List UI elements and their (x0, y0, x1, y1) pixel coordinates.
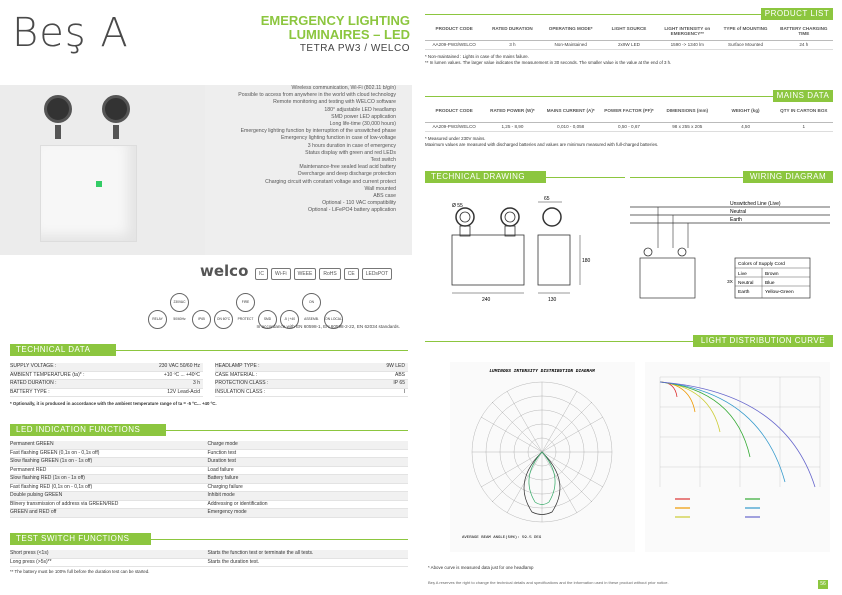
product-photo (0, 85, 205, 255)
table-cell: 3 h (509, 42, 516, 47)
column-header: WEIGHT (kg) (731, 108, 760, 113)
title-line-2: LUMINAIRES – LED (288, 27, 410, 42)
cord-table-title: Colors of Supply Cord (738, 262, 785, 267)
technical-data-section (10, 344, 408, 407)
kv-key: Long press (>5s)** (10, 558, 52, 565)
kv-row (10, 450, 408, 459)
feature-item: SMD power LED application (331, 113, 396, 120)
kv-value: +10 ºC ... +40ºC (163, 371, 200, 378)
table-cell: 0,50 - 0,67 (618, 124, 640, 129)
badge-icon: -5 | +40 (280, 310, 299, 329)
led-functions-table (10, 441, 408, 518)
headlamp-right (102, 95, 130, 123)
kv-key: INSULATION CLASS : (215, 388, 266, 395)
column-header: OPERATING MODE* (548, 26, 593, 31)
feature-item: 180° adjustable LED headlamp (324, 106, 396, 113)
led-functions-heading: LED INDICATION FUNCTIONS (10, 424, 166, 436)
kv-row (10, 363, 203, 372)
column-header: LIGHT INTENSITY on EMERGENCY** (664, 26, 711, 36)
table-cell: 1 (802, 124, 806, 129)
kv-value: IP 65 (393, 380, 405, 386)
kv-key: Permanent RED (10, 466, 47, 473)
isolux-diagram (645, 362, 830, 552)
feature-item: Charging circuit with constant voltage and current protect (265, 178, 396, 185)
table-cell: 4,50 (741, 124, 751, 129)
note-line: Maximum values are measured with discharged batteries and values are minimum measured with full-charged batteries. (425, 142, 659, 147)
feature-item: Wall mounted (364, 185, 396, 192)
kv-row (10, 380, 203, 389)
kv-key: Permanent GREEN (10, 441, 54, 447)
column-header: PRODUCT CODE (435, 26, 473, 31)
badge-icon: ON 60°C (214, 310, 233, 329)
kv-value: I (403, 388, 405, 395)
wire-live: Unswitched Line (Live) (730, 201, 781, 207)
lamp-stem-left (55, 125, 61, 139)
column-header: QTY IN CARTON BOX (780, 108, 828, 113)
column-header: PRODUCT CODE (435, 108, 473, 113)
column-header: BATTERY CHARGING TIME (780, 26, 828, 36)
dim-height: 180 (582, 258, 591, 264)
cert-icon: IC (255, 268, 268, 280)
tech-data-left (10, 363, 203, 397)
kv-row (10, 550, 408, 559)
note-line: * Measured under 230V mains. (425, 136, 486, 141)
table-cell: 1,25 - 8,90 (501, 124, 524, 129)
tech-data-note: * Optionally, it is produced in accordance with the ambient temperature range of ta = -5 ºC... +40 ºC. (10, 401, 217, 406)
badge-icon: 230VAC 50/60Hz (170, 293, 189, 312)
product-table (425, 26, 833, 50)
kv-row (10, 559, 408, 568)
dim-width: 240 (482, 297, 491, 303)
kv-value: 3 h (193, 380, 200, 386)
kv-key: AMBIENT TEMPERATURE (ta)* : (10, 371, 85, 378)
led-functions-section (10, 424, 408, 518)
test-switch-table (10, 550, 408, 567)
kv-row (10, 372, 203, 381)
note-line: * Non-maintained : Lights in case of the mains failure. (425, 54, 529, 59)
cert-icon: CE (344, 268, 359, 280)
kv-value: Charging failure (207, 483, 243, 490)
brand-logo: Beş A (12, 10, 129, 56)
product-notes (425, 54, 833, 66)
column-header: POWER FACTOR (PF)* (604, 108, 654, 113)
light-distribution-section (425, 335, 833, 347)
product-list-section (425, 8, 833, 66)
page-title (215, 14, 410, 42)
kv-key: GREEN and RED off (10, 509, 57, 515)
kv-value: Charge mode (207, 441, 238, 447)
kv-value: Battery failure (207, 475, 239, 481)
footer-text: Beş A reserves the right to change the technical details and specifications and the information used in these product without prior notice. (428, 580, 669, 585)
table-row (425, 41, 833, 50)
dim-diameter: Ø 55 (452, 203, 463, 209)
kv-value: 12V Lead-Acid (167, 388, 200, 395)
cord-earth-color: Yellow-Green (765, 290, 794, 295)
column-header: MAINS CURRENT (A)* (546, 108, 595, 113)
welco-logo: welco (200, 262, 249, 280)
feature-item: Maintenance-free sealed lead acid battery (299, 164, 396, 171)
kv-value: 9W LED (386, 363, 405, 369)
polar-caption: AVERAGE BEAM ANGLE(50%): 59.5 DEG (462, 536, 542, 540)
table-cell: 0,010 - 0,058 (557, 124, 585, 129)
feature-item: Optional - 110 VAC compatibility (322, 200, 396, 207)
technical-data-heading: TECHNICAL DATA (10, 344, 116, 356)
feature-item: Status display with green and red LEDs (305, 149, 396, 156)
headlamp-left (44, 95, 72, 123)
feature-item: Optional - LiFePO4 battery application (308, 207, 396, 214)
dim-depth: 130 (548, 297, 557, 303)
table-header-row (425, 26, 833, 41)
kv-value: Starts the function test or terminate the all tests. (207, 550, 314, 556)
kv-value: Function test (207, 449, 237, 456)
table-cell: Surface Mounted (728, 42, 764, 47)
wiring-diagram-section (630, 171, 833, 183)
mains-data-section (425, 90, 833, 148)
feature-item: Overcharge and deep discharge protection (297, 171, 396, 178)
kv-row (10, 458, 408, 467)
badge-icon: FIRE PROTECT (236, 293, 255, 312)
feature-item: Emergency lighting function in case of low-voltage (280, 135, 396, 142)
cert-icon: Wi-Fi (271, 268, 291, 280)
wiring-diagram (630, 190, 835, 305)
cert-icon: WEEE (294, 268, 317, 280)
column-header: RATED DURATION (492, 26, 533, 31)
wire-earth: Earth (730, 217, 742, 223)
feature-item: Long life-time (30,000 hours) (329, 121, 396, 128)
kv-key: Slow flashing GREEN (1s on - 1s off) (10, 458, 93, 464)
kv-key: Slow flashing RED (1s on - 1s off) (10, 475, 85, 481)
kv-row (215, 363, 408, 372)
lamp-stem-right (113, 125, 119, 139)
kv-row (215, 380, 408, 389)
table-cell: AA209-PW3/WELCO (432, 124, 476, 129)
cord-neutral: Neutral (738, 281, 754, 286)
cert-icon: RoHS (319, 268, 340, 280)
polar-diagram-title: LUMINOUS INTENSITY DISTRIBUTION DIAGRAM (489, 369, 595, 374)
mains-notes (425, 136, 833, 148)
kv-key: PROTECTION CLASS : (215, 380, 269, 386)
feature-item: 3 hours duration in case of emergency (307, 142, 396, 149)
table-cell: AA209-PW3/WELCO (432, 42, 476, 47)
column-header: DIMENSIONS (mm) (666, 108, 709, 113)
kv-key: Short press (<1s) (10, 550, 49, 556)
table-cell: 24 h (799, 42, 809, 47)
kv-key: RATED DURATION : (10, 380, 57, 386)
table-cell: Non-Maintained (554, 42, 587, 47)
standards-text: In accordance with EN 60598-1, EN 60598-2-22, EN 62034 standards. (256, 324, 400, 329)
light-distribution-heading: LIGHT DISTRIBUTION CURVE (693, 335, 833, 347)
light-distribution-note: * Above curve is measured data just for one headlamp (428, 565, 534, 570)
dim-top: 65 (544, 196, 550, 202)
status-led (96, 181, 102, 187)
page-number: 56 (818, 580, 828, 589)
table-cell: 98 x 255 x 205 (672, 124, 703, 129)
wiring-diagram-heading: WIRING DIAGRAM (743, 171, 833, 183)
kv-value: Inhibit mode (207, 492, 235, 498)
technical-drawing (430, 190, 595, 310)
kv-key: SUPPLY VOLTAGE : (10, 363, 57, 369)
table-row (425, 123, 833, 132)
column-header: TYPE of MOUNTING (723, 26, 768, 31)
kv-row (10, 467, 408, 476)
technical-drawing-section (425, 171, 625, 183)
kv-value: Emergency mode (207, 509, 247, 515)
polar-diagram (450, 362, 635, 552)
badge-icon: SMD (258, 310, 277, 329)
kv-row (10, 509, 408, 518)
table-cell: 1590 -> 1340 lm (670, 42, 704, 47)
kv-key: BATTERY TYPE : (10, 388, 50, 395)
test-switch-section (10, 533, 408, 575)
feature-list (196, 85, 396, 215)
badge-icon: RELAY (148, 310, 167, 329)
feature-item: Test switch (370, 157, 396, 164)
test-switch-heading: TEST SWITCH FUNCTIONS (10, 533, 151, 545)
technical-drawing-heading: TECHNICAL DRAWING (425, 171, 546, 183)
feature-item: Wireless communication, Wi-Fi (802.11 b/g/n) (291, 85, 396, 91)
feature-item: Emergency lighting function by interruption of the unswitched phase (240, 128, 396, 135)
kv-row (10, 441, 408, 450)
kv-row (215, 389, 408, 398)
kv-key: HEADLAMP TYPE : (215, 363, 260, 369)
kv-value: Duration test (207, 458, 236, 464)
cord-earth: Earth (738, 290, 750, 295)
product-list-heading: PRODUCT LIST (761, 8, 833, 20)
tech-data-right (215, 363, 408, 397)
column-header: RATED POWER (W)* (490, 108, 535, 113)
page-subtitle: TETRA PW3 / WELCO (299, 43, 410, 54)
terminal-label: 3X (727, 280, 733, 285)
kv-key: Blinery transmission of address via GREEN/RED (10, 500, 119, 507)
kv-row (215, 372, 408, 381)
cert-icons (255, 268, 395, 280)
feature-item: Possible to access from anywhere in the world with cloud technology (238, 92, 396, 99)
kv-row (10, 475, 408, 484)
table-header-row (425, 108, 833, 123)
luminaire-case (40, 145, 137, 242)
badge-icon: ON LOCAL (324, 310, 343, 329)
wire-neutral: Neutral (730, 209, 747, 215)
mains-table (425, 108, 833, 132)
kv-key: Fast flashing RED (0,1s on - 0,1s off) (10, 483, 93, 490)
kv-row (10, 501, 408, 510)
cert-icon: LEDsPOT (362, 268, 393, 280)
kv-row (10, 484, 408, 493)
kv-row (10, 389, 203, 398)
feature-item: Remote monitoring and testing with WELCO software (273, 99, 396, 106)
title-line-1: EMERGENCY LIGHTING (260, 13, 410, 28)
kv-value: ABS (394, 371, 405, 378)
badge-icon: IP65 (192, 310, 211, 329)
kv-value: Addressing or identification (207, 500, 268, 507)
cord-neutral-color: Blue (765, 281, 775, 286)
column-header: LIGHT SOURCE (611, 26, 647, 31)
kv-key: Double pulsing GREEN (10, 492, 63, 498)
kv-value: Load failure (207, 466, 234, 473)
test-switch-note: ** The battery must be 100% full before the duration test can be started. (10, 569, 150, 574)
kv-value: Starts the duration test. (207, 558, 260, 565)
feature-item: ABS case (373, 193, 396, 200)
kv-value: 230 VAC 50/60 Hz (158, 363, 200, 369)
cord-live: Live (738, 272, 747, 277)
mains-data-heading: MAINS DATA (773, 90, 833, 102)
table-cell: 2x9W LED (618, 42, 640, 47)
kv-key: CASE MATERIAL : (215, 371, 258, 378)
kv-row (10, 492, 408, 501)
badge-icon: ON ASSEMB. (302, 293, 321, 312)
note-line: ** In lumen values. The larger value indicates the measurement in 30 seconds. The smaller value is the value at the end of 3 h. (425, 60, 672, 65)
cord-live-color: Brown (765, 272, 779, 277)
kv-key: Fast flashing GREEN (0,1s on - 0,1s off) (10, 449, 100, 456)
